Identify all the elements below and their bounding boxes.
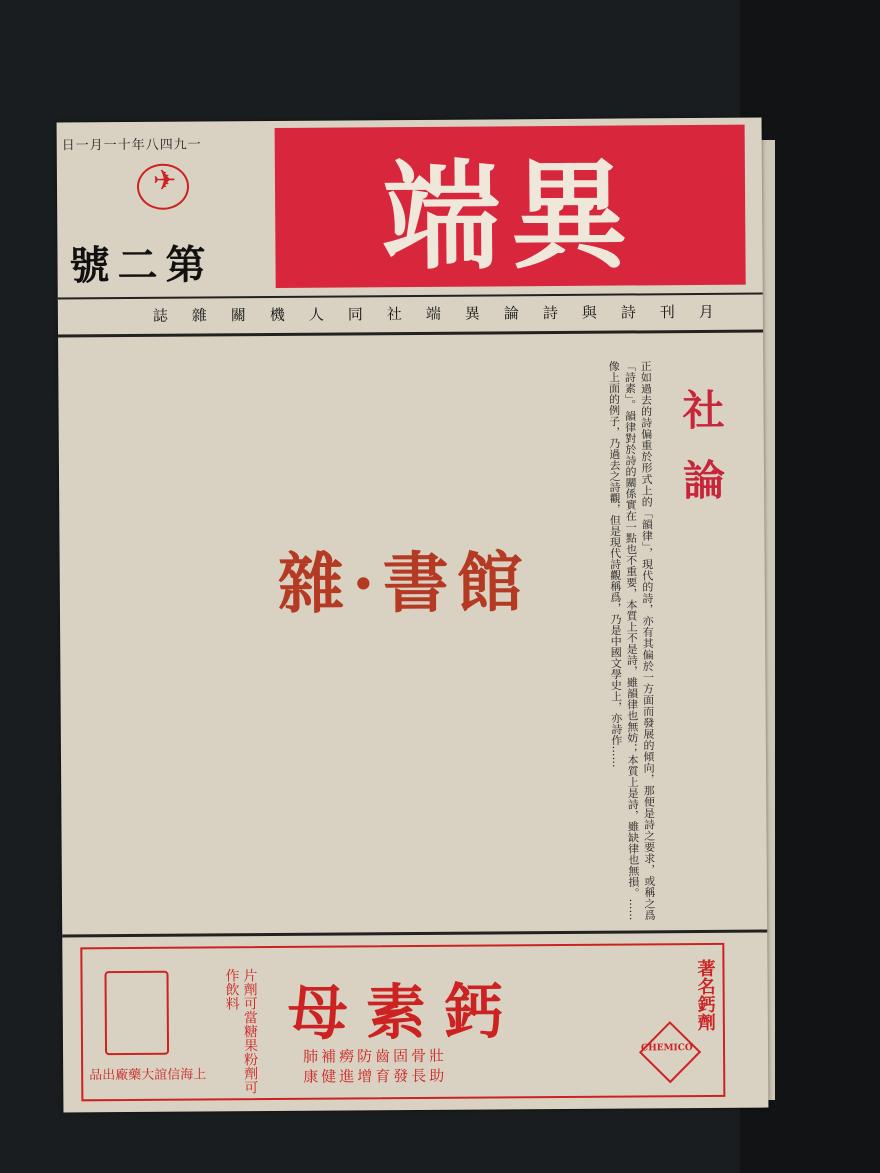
magazine-page — [57, 118, 769, 1113]
advertisement — [80, 943, 725, 1101]
brand-badge-text: CHEMICO — [640, 1043, 693, 1054]
section-title: 社論 — [676, 387, 727, 529]
divider — [62, 930, 767, 938]
ad-brand: 鈣素母 — [287, 977, 523, 1049]
divider — [58, 330, 763, 338]
ad-slogan-2: 助長發育增進健康 — [303, 1066, 448, 1086]
magazine-title: 異端 — [381, 145, 639, 287]
issue-date: 一九四八年十一月一日 — [61, 137, 202, 154]
logo-mark-icon: ✈ — [152, 163, 177, 197]
ad-side-label: 著名鈣劑 — [694, 958, 716, 1032]
ad-slogan-1: 壯骨固齒防癆補肺 — [303, 1046, 448, 1066]
article-body: 正如過去的詩偏重於形式上的「韻律」，現代的詩，亦有其偏於一方面而發展的傾向，那便是詩之要求，或稱之爲「詩素」。韻律對於詩的關係實在一點也不重要，本質上不是詩，雖韻律也無妨；本質上是詩，雖缺律也無損。……像上面的例子，乃過去之詩觀，但是現代詩觀稱爲，乃是中國文學史上，亦詩作…… — [607, 360, 657, 921]
ad-description: 片劑可當糖果粉劑可作飲料 — [223, 968, 259, 1095]
library-watermark: 雜·書館 — [277, 543, 532, 623]
ad-maker: 上海信誼大藥廠出品 — [89, 1067, 207, 1084]
title-banner — [275, 125, 746, 288]
divider — [58, 293, 763, 300]
magazine-subtitle: 月刊詩與詩論異端社同人機關雜誌 — [152, 302, 738, 325]
product-box-icon — [104, 971, 169, 1055]
issue-number: 第二號 — [69, 241, 214, 290]
